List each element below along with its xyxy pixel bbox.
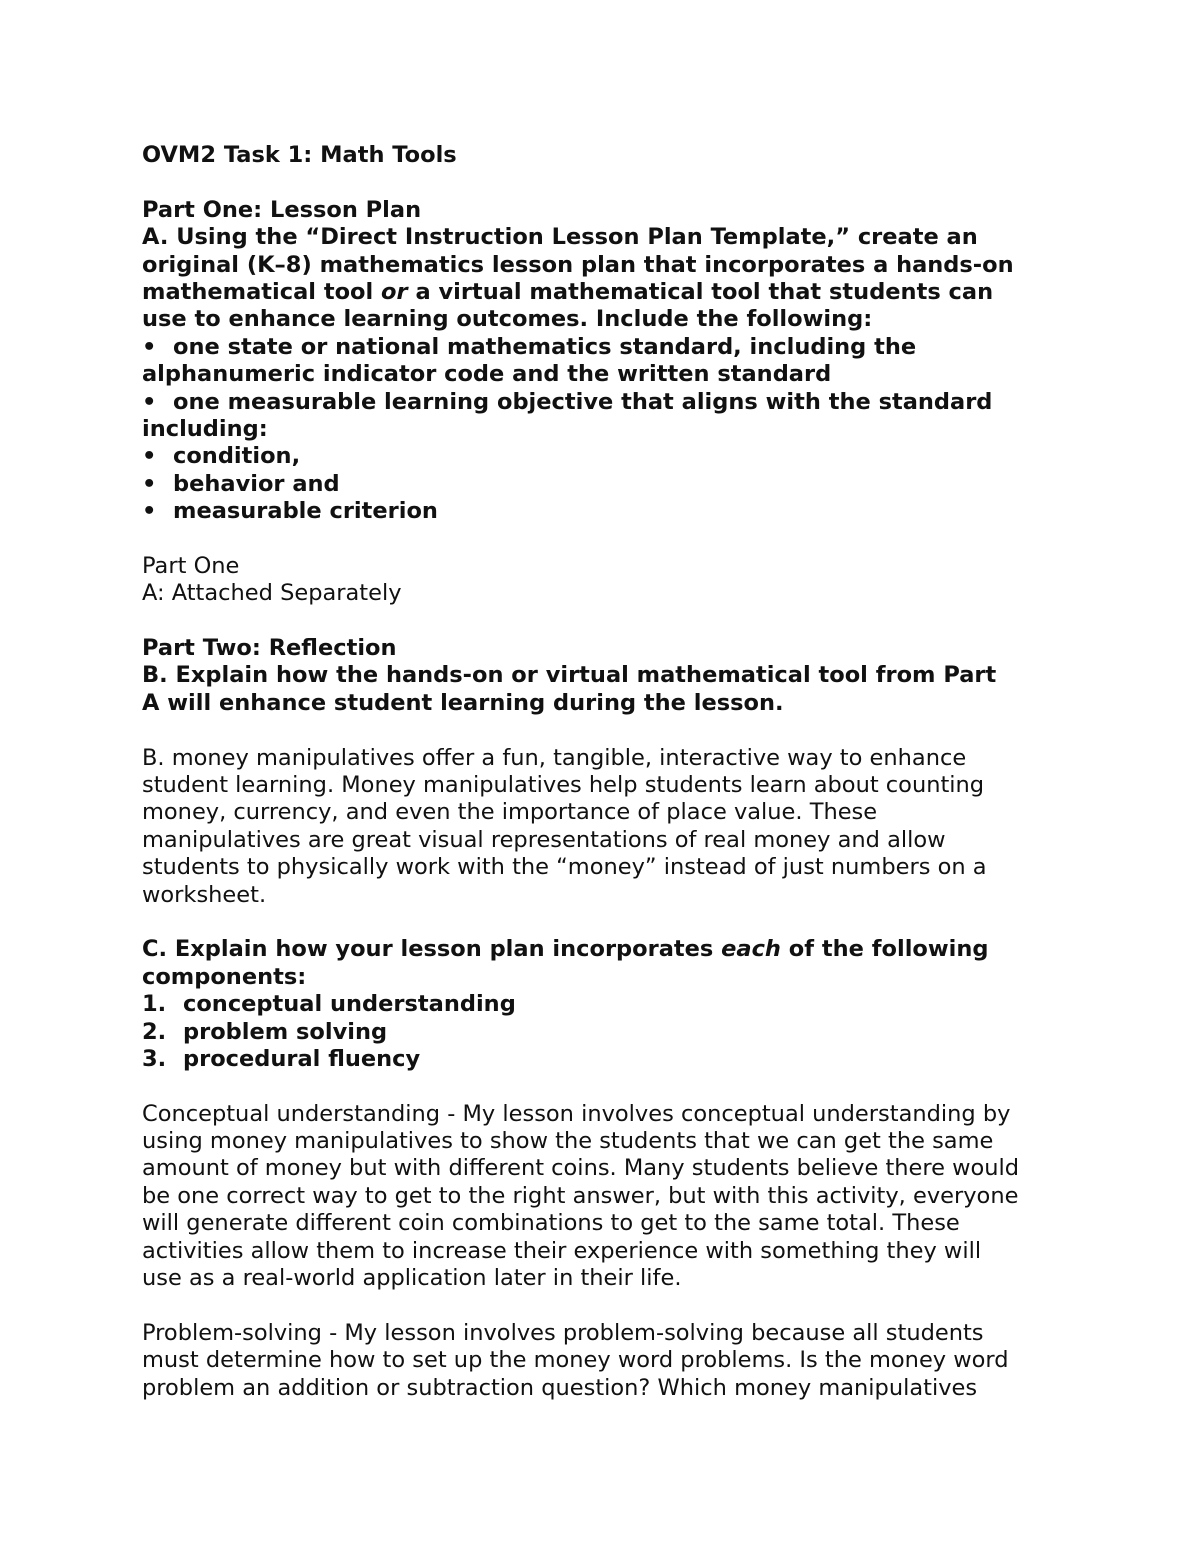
conceptual-line: be one correct way to get to the right answer, but with this activity, everyone [142, 1182, 1019, 1209]
conceptual-line: will generate different coin combinations to get to the same total. These [142, 1210, 960, 1237]
document-title: OVM2 Task 1: Math Tools [142, 142, 457, 168]
prompt-c-text: of the following [780, 936, 989, 963]
prompt-c-text: C. Explain how your lesson plan incorporates [142, 936, 722, 963]
part-one-heading: Part One: Lesson Plan [142, 196, 422, 223]
bullet-marker: • [142, 388, 157, 415]
prompt-a-line: original (K–8) mathematics lesson plan that incorporates a hands-on [142, 251, 1014, 278]
bullet-marker: • [142, 470, 157, 497]
component-number: 2. [142, 1018, 167, 1045]
bullet-marker: • [142, 333, 157, 360]
bullet-item [142, 389, 1082, 416]
bullet-item [142, 498, 1082, 525]
component-number: 1. [142, 991, 167, 1018]
prompt-b-line: A will enhance student learning during the lesson. [142, 689, 784, 716]
prompt-a-line: use to enhance learning outcomes. Include the following: [142, 306, 873, 333]
document-body [142, 142, 1082, 1402]
component-label: problem solving [183, 1018, 388, 1045]
prompt-a-text: mathematical tool [142, 278, 382, 305]
component-label: procedural fluency [183, 1045, 421, 1072]
part-two-heading: Part Two: Reflection [142, 635, 397, 662]
answer-b-line: worksheet. [142, 881, 267, 908]
component-item [142, 1019, 1082, 1046]
conceptual-line: use as a real-world application later in their life. [142, 1265, 682, 1292]
prompt-a-line: A. Using the “Direct Instruction Lesson Plan Template,” create an [142, 224, 978, 251]
bullet-text: behavior and [173, 470, 340, 497]
prompt-a-line [142, 279, 1082, 306]
prompt-c-emphasis: each [721, 936, 781, 963]
problem-solving-line: must determine how to set up the money word problems. Is the money word [142, 1347, 1009, 1374]
answer-b-line: students to physically work with the “money” instead of just numbers on a [142, 854, 987, 881]
answer-b-line: manipulatives are great visual representations of real money and allow [142, 826, 946, 853]
bullet-continuation: alphanumeric indicator code and the written standard [142, 361, 832, 388]
conceptual-line: activities allow them to increase their experience with something they will [142, 1237, 982, 1264]
problem-solving-line: Problem-solving - My lesson involves problem-solving because all students [142, 1319, 984, 1346]
conceptual-line: using money manipulatives to show the students that we can get the same [142, 1128, 994, 1155]
bullet-text: one measurable learning objective that aligns with the standard [173, 388, 993, 415]
component-label: conceptual understanding [183, 991, 516, 1018]
prompt-a-emphasis: or [381, 278, 408, 305]
prompt-a-text: a virtual mathematical tool that students can [407, 278, 994, 305]
bullet-item [142, 334, 1082, 361]
conceptual-line: amount of money but with different coins. Many students believe there would [142, 1155, 1020, 1182]
component-item [142, 991, 1082, 1018]
part-one-answer-label: Part One [142, 552, 240, 579]
answer-b-line: student learning. Money manipulatives help students learn about counting [142, 771, 985, 798]
conceptual-line: Conceptual understanding - My lesson involves conceptual understanding by [142, 1100, 1011, 1127]
answer-b-line: B. money manipulatives offer a fun, tangible, interactive way to enhance [142, 744, 967, 771]
component-number: 3. [142, 1045, 167, 1072]
prompt-c-line [142, 936, 1082, 963]
prompt-b-line: B. Explain how the hands-on or virtual mathematical tool from Part [142, 662, 997, 689]
bullet-text: condition, [173, 443, 301, 470]
prompt-c-line: components: [142, 963, 307, 990]
bullet-text: measurable criterion [173, 498, 438, 525]
bullet-item [142, 443, 1082, 470]
problem-solving-line: problem an addition or subtraction question? Which money manipulatives [142, 1374, 978, 1401]
part-one-answer: A: Attached Separately [142, 580, 402, 607]
bullet-marker: • [142, 498, 157, 525]
bullet-continuation: including: [142, 415, 268, 442]
bullet-item [142, 471, 1082, 498]
answer-b-line: money, currency, and even the importance of place value. These [142, 799, 878, 826]
bullet-marker: • [142, 443, 157, 470]
component-item [142, 1046, 1082, 1073]
bullet-text: one state or national mathematics standard, including the [173, 333, 917, 360]
